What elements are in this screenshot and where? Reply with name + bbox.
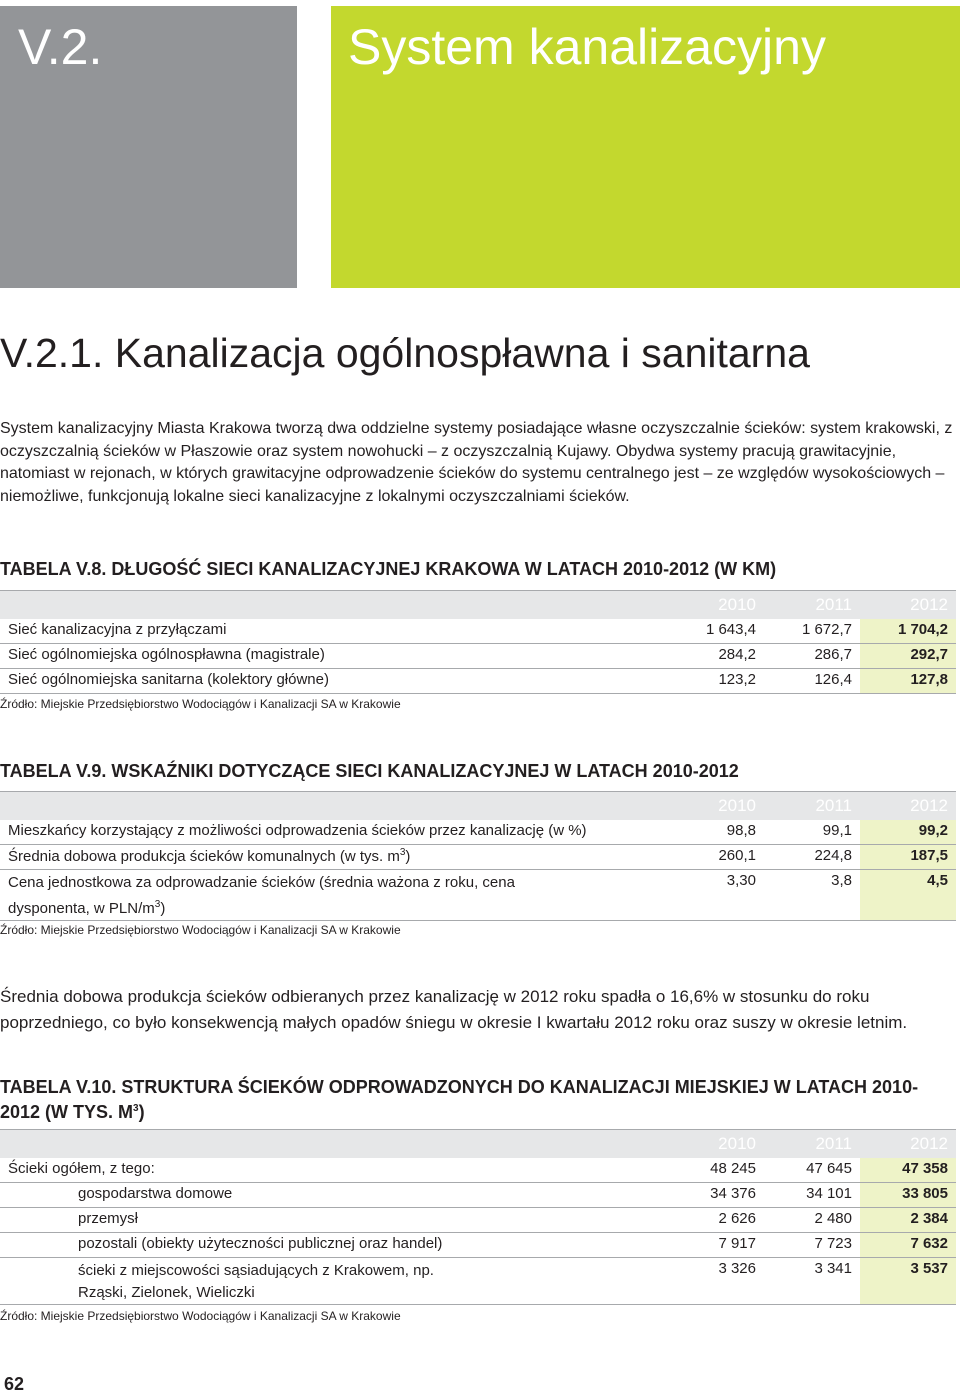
chapter-title: System kanalizacyjny xyxy=(348,19,826,75)
cell-2012: 3 537 xyxy=(860,1257,956,1304)
table-row xyxy=(0,668,956,693)
cell-2010: 284,2 xyxy=(668,643,764,668)
cell-2011: 286,7 xyxy=(764,643,860,668)
table-row xyxy=(0,1257,956,1304)
table-10 xyxy=(0,1129,956,1305)
cell-2010: 48 245 xyxy=(668,1158,764,1183)
cell-2011: 7 723 xyxy=(764,1232,860,1257)
cell-2011: 47 645 xyxy=(764,1158,860,1183)
row-label-end: ) xyxy=(405,847,411,865)
year-header: 2011 xyxy=(764,1130,860,1158)
cell-2012: 1 704,2 xyxy=(860,619,956,644)
cell-2011: 99,1 xyxy=(764,820,860,845)
table-header-row xyxy=(0,792,956,820)
table-header-row xyxy=(0,1130,956,1158)
cell-2010: 3 326 xyxy=(668,1257,764,1304)
cell-2010: 34 376 xyxy=(668,1182,764,1207)
row-label-text: Średnia dobowa produkcja ścieków komunalnych (w tys. m xyxy=(8,847,400,865)
cell-2010: 98,8 xyxy=(668,820,764,845)
year-header: 2010 xyxy=(668,792,764,820)
cell-2011: 1 672,7 xyxy=(764,619,860,644)
cell-2011: 224,8 xyxy=(764,844,860,869)
chapter-title-block xyxy=(331,6,960,288)
year-header: 2012 xyxy=(860,591,956,619)
row-label-end: ) xyxy=(160,899,166,917)
table-8-title: TABELA V.8. DŁUGOŚĆ SIECI KANALIZACYJNEJ KRAKOWA W LATACH 2010-2012 (W KM) xyxy=(0,559,777,579)
year-header: 2012 xyxy=(860,1130,956,1158)
table-row xyxy=(0,1182,956,1207)
intro-paragraph: System kanalizacyjny Miasta Krakowa tworzą dwa oddzielne systemy posiadające własne oczyszczalnie ścieków: system krakowski, z oczyszczalnią ścieków w Płaszowie oraz system nowohucki – z oczyszczalnią Kujawy. Obydwa systemy pracują grawitacyjnie, natomiast w rejonach, w których grawitacyjne odprowadzenie ścieków do systemu centralnego jest – ze względów wysokościowych – niemożliwe, funkcjonują lokalne sieci kanalizacyjne z lokalnymi oczyszczalniami ścieków. xyxy=(0,420,953,505)
table-10-title-end: ) xyxy=(138,1102,145,1122)
table-header-label xyxy=(0,792,668,820)
row-label: pozostali (obiekty użyteczności publicznej oraz handel) xyxy=(0,1232,668,1257)
cell-2012: 7 632 xyxy=(860,1232,956,1257)
table-9-source: Źródło: Miejskie Przedsiębiorstwo Wodociągów i Kanalizacji SA w Krakowie xyxy=(0,923,401,937)
year-header: 2011 xyxy=(764,591,860,619)
cell-2012: 33 805 xyxy=(860,1182,956,1207)
year-header: 2011 xyxy=(764,792,860,820)
table-row xyxy=(0,1158,956,1183)
row-label: Sieć ogólnomiejska sanitarna (kolektory główne) xyxy=(0,668,668,693)
row-label: ścieki z miejscowości sąsiadujących z Krakowem, np. Rząski, Zielonek, Wieliczki xyxy=(0,1257,668,1304)
row-label: Mieszkańcy korzystający z możliwości odprowadzenia ścieków przez kanalizację (w %) xyxy=(0,820,668,845)
cell-2010: 1 643,4 xyxy=(668,619,764,644)
cell-2010: 7 917 xyxy=(668,1232,764,1257)
table-8 xyxy=(0,590,956,694)
row-label: przemysł xyxy=(0,1207,668,1232)
table-row xyxy=(0,844,956,869)
table-row xyxy=(0,619,956,644)
cell-2011: 2 480 xyxy=(764,1207,860,1232)
year-header: 2012 xyxy=(860,792,956,820)
row-label: Sieć ogólnomiejska ogólnospławna (magistrale) xyxy=(0,643,668,668)
table-row xyxy=(0,1232,956,1257)
table-header-label xyxy=(0,1130,668,1158)
table-8-source: Źródło: Miejskie Przedsiębiorstwo Wodociągów i Kanalizacji SA w Krakowie xyxy=(0,697,401,711)
row-label xyxy=(0,869,668,920)
table-10-source: Źródło: Miejskie Przedsiębiorstwo Wodociągów i Kanalizacji SA w Krakowie xyxy=(0,1309,401,1323)
table-header-row xyxy=(0,591,956,619)
middle-paragraph: Średnia dobowa produkcja ścieków odbieranych przez kanalizację w 2012 roku spadła o 16,6% w stosunku do roku poprzedniego, co było konsekwencją małych opadów śniegu w okresie I kwartału 2012 roku oraz suszy w okresie letnim. xyxy=(0,987,908,1032)
cell-2010: 2 626 xyxy=(668,1207,764,1232)
section-title: V.2.1. Kanalizacja ogólnospławna i sanitarna xyxy=(0,330,810,376)
cell-2012: 47 358 xyxy=(860,1158,956,1183)
cell-2012: 2 384 xyxy=(860,1207,956,1232)
cell-2010: 260,1 xyxy=(668,844,764,869)
cell-2012: 4,5 xyxy=(860,869,956,920)
row-label xyxy=(0,844,668,869)
cell-2011: 126,4 xyxy=(764,668,860,693)
table-row xyxy=(0,869,956,920)
chapter-number: V.2. xyxy=(18,19,103,75)
table-9-title: TABELA V.9. WSKAŹNIKI DOTYCZĄCE SIECI KANALIZACYJNEJ W LATACH 2010-2012 xyxy=(0,761,739,781)
cell-2011: 3,8 xyxy=(764,869,860,920)
table-row xyxy=(0,1207,956,1232)
year-header: 2010 xyxy=(668,1130,764,1158)
row-label-sup: 3 xyxy=(154,898,161,910)
row-label-sup: 3 xyxy=(399,846,406,858)
table-10-title-text: TABELA V.10. STRUKTURA ŚCIEKÓW ODPROWADZONYCH DO KANALIZACJI MIEJSKIEJ W LATACH 2010-2012 (W TYS. M xyxy=(0,1077,919,1122)
row-label-text: Cena jednostkowa za odprowadzanie ścieków (średnia ważona z roku, cena dysponenta, w PLN/m xyxy=(8,873,515,917)
table-10-title xyxy=(0,1076,956,1123)
cell-2010: 3,30 xyxy=(668,869,764,920)
row-label: gospodarstwa domowe xyxy=(0,1182,668,1207)
cell-2012: 292,7 xyxy=(860,643,956,668)
year-header: 2010 xyxy=(668,591,764,619)
table-row xyxy=(0,820,956,845)
cell-2012: 127,8 xyxy=(860,668,956,693)
row-label: Sieć kanalizacyjna z przyłączami xyxy=(0,619,668,644)
page-number: 62 xyxy=(4,1374,25,1394)
row-label: Ścieki ogółem, z tego: xyxy=(0,1158,668,1183)
table-9 xyxy=(0,791,956,921)
chapter-number-block xyxy=(0,6,297,288)
cell-2011: 34 101 xyxy=(764,1182,860,1207)
table-header-label xyxy=(0,591,668,619)
cell-2012: 187,5 xyxy=(860,844,956,869)
cell-2011: 3 341 xyxy=(764,1257,860,1304)
table-row xyxy=(0,643,956,668)
cell-2010: 123,2 xyxy=(668,668,764,693)
table-10-title-sup: 3 xyxy=(133,1103,139,1114)
cell-2012: 99,2 xyxy=(860,820,956,845)
